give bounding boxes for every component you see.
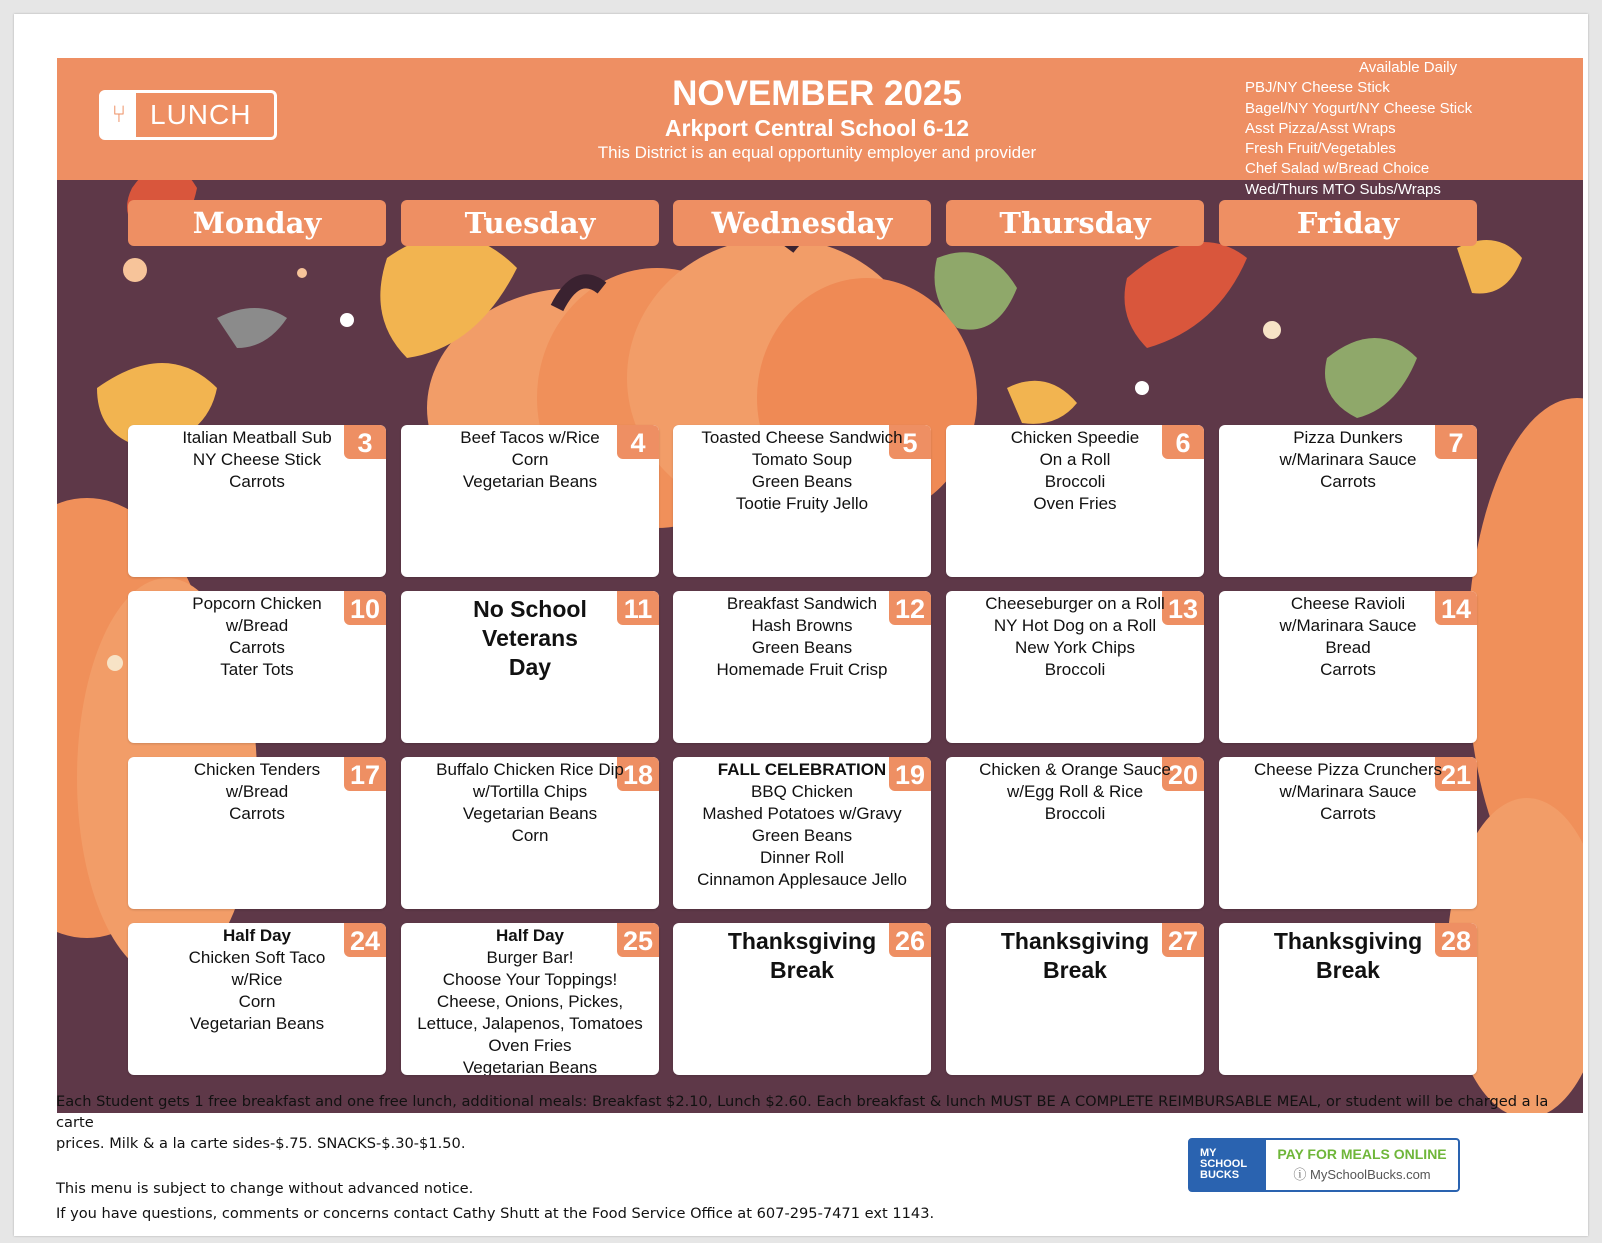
daily-item: Wed/Thurs MTO Subs/Wraps <box>1245 180 1441 198</box>
menu-item: Half Day <box>222 926 292 945</box>
menu-items <box>954 927 1196 985</box>
day-cell <box>401 757 659 909</box>
menu-items <box>954 593 1196 681</box>
menu-items <box>681 593 923 681</box>
daily-item: PBJ/NY Cheese Stick <box>1245 79 1390 97</box>
day-number: 27 <box>1162 923 1204 957</box>
menu-items <box>681 927 923 985</box>
day-cell <box>673 425 931 577</box>
change-notice: This menu is subject to change without advanced notice. <box>56 1180 474 1197</box>
day-cell <box>1219 425 1477 577</box>
day-number: 18 <box>617 757 659 791</box>
menu-item: Choose Your Toppings! <box>442 970 618 989</box>
menu-page <box>14 14 1588 1236</box>
daily-item: Asst Pizza/Asst Wraps <box>1245 119 1396 137</box>
daily-item: Bagel/NY Yogurt/NY Cheese Stick <box>1245 99 1473 117</box>
day-number: 24 <box>344 923 386 957</box>
available-daily-list <box>1245 58 1545 200</box>
weekday-header-monday: Monday <box>128 200 386 246</box>
menu-item: Oven Fries <box>488 1036 572 1055</box>
myschoolbucks-text <box>1266 1140 1458 1190</box>
day-number: 5 <box>889 425 931 459</box>
menu-item: NY Hot Dog on a Roll <box>993 616 1157 635</box>
menu-item: Oven Fries <box>1033 494 1117 513</box>
menu-item: Italian Meatball Sub <box>182 428 332 447</box>
day-number: 12 <box>889 591 931 625</box>
equal-opportunity-notice: This District is an equal opportunity employer and provider <box>597 143 1037 162</box>
myschoolbucks-url: ⓘ MySchoolBucks.com <box>1293 1167 1431 1182</box>
menu-item: New York Chips <box>1014 638 1135 657</box>
day-number: 11 <box>617 591 659 625</box>
menu-item: Breakfast Sandwich <box>726 594 878 613</box>
day-number: 6 <box>1162 425 1204 459</box>
menu-item: w/Marinara Sauce <box>1279 782 1417 801</box>
contact-info: If you have questions, comments or concerns contact Cathy Shutt at the Food Service Office at 607-295-7471 ext 1143. <box>56 1205 935 1222</box>
menu-items <box>954 427 1196 515</box>
menu-item: Mashed Potatoes w/Gravy <box>702 804 902 823</box>
menu-item: w/Bread <box>225 782 289 801</box>
menu-item: Chicken & Orange Sauce <box>979 760 1171 779</box>
menu-items <box>409 925 651 1075</box>
menu-item: Popcorn Chicken <box>192 594 322 613</box>
menu-items <box>681 759 923 891</box>
menu-items <box>136 759 378 825</box>
daily-item: Fresh Fruit/Vegetables <box>1245 140 1396 158</box>
menu-item: Cheese Pizza Crunchers <box>1253 760 1443 779</box>
menu-item: Homemade Fruit Crisp <box>716 660 888 679</box>
closure-label: Break <box>1316 957 1380 983</box>
closure-label: Break <box>770 957 834 983</box>
menu-item: On a Roll <box>1039 450 1111 469</box>
menu-items <box>409 427 651 493</box>
day-cell <box>946 757 1204 909</box>
weekday-header-wednesday: Wednesday <box>673 200 931 246</box>
title-block <box>527 74 1107 164</box>
day-number: 25 <box>617 923 659 957</box>
day-cell <box>128 757 386 909</box>
closure-label: Thanksgiving <box>1000 928 1150 954</box>
weekday-header-thursday: Thursday <box>946 200 1204 246</box>
day-cell <box>401 923 659 1075</box>
menu-items <box>681 427 923 515</box>
menu-item: Green Beans <box>751 472 853 491</box>
menu-item: NY Cheese Stick <box>192 450 322 469</box>
menu-item: w/Rice <box>231 970 283 989</box>
menu-item: Cinnamon Applesauce Jello <box>697 870 907 889</box>
menu-item: Chicken Tenders <box>193 760 321 779</box>
menu-item: Dinner Roll <box>759 848 845 867</box>
menu-item: Carrots <box>229 804 285 823</box>
day-cell <box>1219 591 1477 743</box>
menu-item: w/Egg Roll & Rice <box>1006 782 1144 801</box>
day-cell <box>1219 923 1477 1075</box>
day-number: 20 <box>1162 757 1204 791</box>
menu-item: Vegetarian Beans <box>462 472 598 491</box>
day-number: 10 <box>344 591 386 625</box>
menu-item: Green Beans <box>751 826 853 845</box>
day-cell <box>401 425 659 577</box>
day-number: 13 <box>1162 591 1204 625</box>
menu-item: Cheese, Onions, Pickes, <box>436 992 624 1011</box>
menu-items <box>1227 759 1469 825</box>
day-number: 4 <box>617 425 659 459</box>
day-cell <box>946 591 1204 743</box>
menu-item: FALL CELEBRATION <box>717 760 887 779</box>
leaf-icon <box>1125 242 1248 348</box>
day-number: 21 <box>1435 757 1477 791</box>
menu-item: Carrots <box>1320 660 1376 679</box>
myschoolbucks-logo: MY SCHOOL BUCKS <box>1190 1140 1266 1190</box>
day-number: 17 <box>344 757 386 791</box>
day-cell <box>1219 757 1477 909</box>
lunch-logo <box>99 90 277 140</box>
menu-poster <box>57 58 1583 1113</box>
closure-label: Break <box>1043 957 1107 983</box>
day-cell <box>946 923 1204 1075</box>
logo-label: LUNCH <box>150 99 252 130</box>
menu-item: Broccoli <box>1044 660 1106 679</box>
day-cell <box>128 923 386 1075</box>
day-number: 26 <box>889 923 931 957</box>
menu-item: Toasted Cheese Sandwich <box>701 428 903 447</box>
menu-item: Carrots <box>1320 804 1376 823</box>
menu-item: Broccoli <box>1044 472 1106 491</box>
menu-items <box>136 593 378 681</box>
weekday-header-tuesday: Tuesday <box>401 200 659 246</box>
menu-item: Hash Browns <box>751 616 853 635</box>
menu-item: Carrots <box>229 472 285 491</box>
day-cell <box>128 591 386 743</box>
menu-item: Bread <box>1325 638 1371 657</box>
menu-item: Corn <box>511 450 549 469</box>
available-daily-heading: Available Daily <box>1359 59 1458 76</box>
closure-label: Thanksgiving <box>727 928 877 954</box>
menu-item: Tomato Soup <box>751 450 853 469</box>
day-number: 3 <box>344 425 386 459</box>
leaf-icon <box>1457 240 1522 294</box>
menu-item: Pizza Dunkers <box>1293 428 1403 447</box>
menu-item: Corn <box>511 826 549 845</box>
leaf-icon <box>1007 381 1077 424</box>
menu-item: w/Marinara Sauce <box>1279 450 1417 469</box>
menu-item: Cheese Ravioli <box>1290 594 1406 613</box>
day-cell <box>673 757 931 909</box>
menu-items <box>1227 427 1469 493</box>
menu-item: Beef Tacos w/Rice <box>460 428 600 447</box>
leaf-icon <box>1325 338 1417 418</box>
menu-item: Tootie Fruity Jello <box>735 494 869 513</box>
menu-item: Broccoli <box>1044 804 1106 823</box>
weekday-header-friday: Friday <box>1219 200 1477 246</box>
myschoolbucks-badge[interactable] <box>1188 1138 1460 1192</box>
menu-item: Vegetarian Beans <box>462 1058 598 1075</box>
menu-item: Chicken Speedie <box>1010 428 1140 447</box>
day-cell <box>128 425 386 577</box>
closure-label: Day <box>508 654 552 680</box>
day-cell <box>673 591 931 743</box>
menu-items <box>409 595 651 682</box>
menu-item: BBQ Chicken <box>750 782 854 801</box>
menu-items <box>136 925 378 1035</box>
pricing-note: Each Student gets 1 free breakfast and one free lunch, additional meals: Breakfast $2.10, Lunch $2.60. Each breakfast & lunch MUST BE A COMPLETE REIMBURSABLE MEAL, or student will be charged a la carte <box>56 1093 1549 1131</box>
day-number: 14 <box>1435 591 1477 625</box>
menu-items <box>1227 927 1469 985</box>
menu-item: Chicken Soft Taco <box>188 948 326 967</box>
menu-item: Vegetarian Beans <box>462 804 598 823</box>
menu-items <box>409 759 651 847</box>
day-number: 19 <box>889 757 931 791</box>
menu-item: Lettuce, Jalapenos, Tomatoes <box>417 1014 643 1033</box>
menu-item: Corn <box>238 992 276 1011</box>
daily-item: Chef Salad w/Bread Choice <box>1245 160 1430 178</box>
info-icon: ⓘ <box>1293 1167 1307 1182</box>
menu-items <box>954 759 1196 825</box>
menu-item: w/Marinara Sauce <box>1279 616 1417 635</box>
pay-online-tagline: PAY FOR MEALS ONLINE <box>1277 1146 1447 1162</box>
day-cell <box>673 923 931 1075</box>
school-name: Arkport Central School 6-12 <box>664 115 970 141</box>
menu-item: Buffalo Chicken Rice Dip <box>436 760 624 779</box>
menu-item: Tater Tots <box>220 660 294 679</box>
menu-item: Vegetarian Beans <box>189 1014 325 1033</box>
day-number: 28 <box>1435 923 1477 957</box>
menu-item: Carrots <box>1320 472 1376 491</box>
closure-label: Veterans <box>482 625 578 651</box>
menu-item: Carrots <box>229 638 285 657</box>
menu-item: w/Tortilla Chips <box>472 782 588 801</box>
menu-item: w/Bread <box>225 616 289 635</box>
menu-item: Green Beans <box>751 638 853 657</box>
fork-icon: ⑂ <box>102 93 136 137</box>
day-cell <box>946 425 1204 577</box>
menu-items <box>136 427 378 493</box>
day-cell <box>401 591 659 743</box>
menu-items <box>1227 593 1469 681</box>
page-title: NOVEMBER 2025 <box>672 74 962 113</box>
menu-item: Burger Bar! <box>486 948 574 967</box>
closure-label: No School <box>473 596 587 622</box>
menu-item: Half Day <box>495 926 565 945</box>
menu-item: Cheeseburger on a Roll <box>985 594 1165 613</box>
day-number: 7 <box>1435 425 1477 459</box>
closure-label: Thanksgiving <box>1273 928 1423 954</box>
pricing-note-continued: prices. Milk & a la carte sides-$.75. SNACKS-$.30-$1.50. <box>56 1135 466 1152</box>
leaf-icon <box>217 308 287 348</box>
